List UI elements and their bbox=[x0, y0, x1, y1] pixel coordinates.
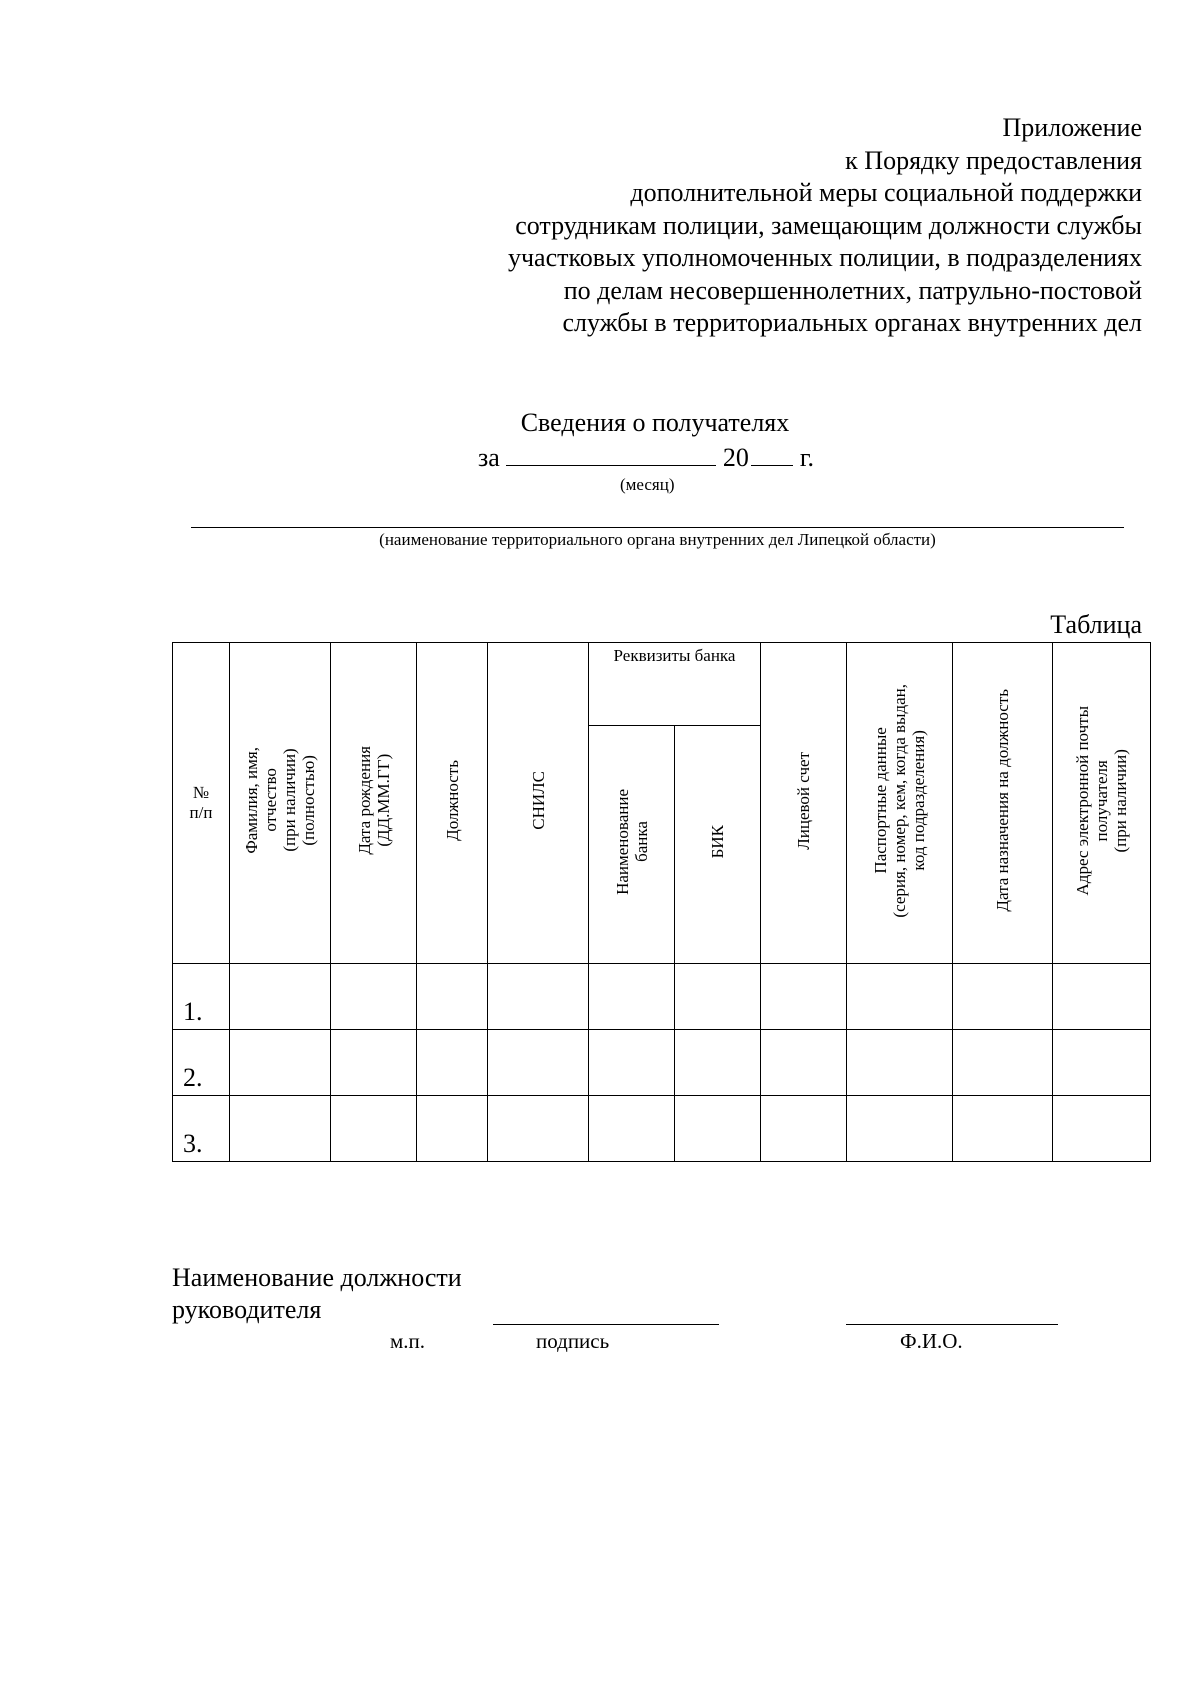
table-cell[interactable] bbox=[1053, 1096, 1151, 1162]
table-cell[interactable] bbox=[953, 1096, 1053, 1162]
table-cell[interactable] bbox=[761, 964, 847, 1030]
year-blank[interactable] bbox=[751, 443, 793, 466]
table-cell[interactable] bbox=[331, 964, 417, 1030]
table-cell[interactable] bbox=[761, 1096, 847, 1162]
org-name-line[interactable] bbox=[191, 527, 1124, 528]
table-cell[interactable] bbox=[953, 1030, 1053, 1096]
fio-line[interactable] bbox=[846, 1324, 1058, 1325]
table-cell[interactable] bbox=[331, 1030, 417, 1096]
appendix-header bbox=[382, 112, 1142, 340]
table-cell[interactable] bbox=[230, 964, 331, 1030]
table-cell[interactable] bbox=[230, 1096, 331, 1162]
signature-line[interactable] bbox=[493, 1324, 719, 1325]
header-account: Лицевой счет bbox=[761, 643, 847, 964]
signature-caption: подпись bbox=[536, 1329, 610, 1353]
month-blank[interactable] bbox=[506, 443, 716, 466]
appendix-line: по делам несовершеннолетних, патрульно-постовой bbox=[563, 275, 1142, 305]
period-prefix: за bbox=[478, 443, 500, 472]
org-caption: (наименование территориального органа внутренних дел Липецкой области) bbox=[379, 530, 936, 549]
period-suffix: г. bbox=[799, 443, 815, 472]
table-cell[interactable] bbox=[675, 964, 761, 1030]
signatory-position bbox=[172, 1262, 462, 1326]
header-email: Адрес электронной почты получателя (при наличии) bbox=[1053, 643, 1151, 964]
table-row bbox=[173, 964, 1151, 1030]
recipients-table bbox=[172, 642, 1151, 1162]
table-cell[interactable] bbox=[589, 964, 675, 1030]
row-number: 3. bbox=[173, 1096, 230, 1162]
table-cell[interactable] bbox=[230, 1030, 331, 1096]
table-cell[interactable] bbox=[488, 964, 589, 1030]
header-passport: Паспортные данные (серия, номер, кем, когда выдан, код подразделения) bbox=[847, 643, 953, 964]
appendix-line: участковых уполномоченных полиции, в подразделениях bbox=[507, 243, 1142, 272]
table-cell[interactable] bbox=[1053, 964, 1151, 1030]
appendix-line: сотрудникам полиции, замещающим должности службы bbox=[515, 210, 1142, 240]
table-cell[interactable] bbox=[488, 1096, 589, 1162]
table-cell[interactable] bbox=[417, 1096, 488, 1162]
table-label: Таблица bbox=[1050, 610, 1142, 639]
row-number: 2. bbox=[173, 1030, 230, 1096]
header-bik: БИК bbox=[675, 726, 761, 964]
header-snils: СНИЛС bbox=[488, 643, 589, 964]
fio-caption: Ф.И.О. bbox=[900, 1329, 963, 1353]
appendix-line: Приложение bbox=[1002, 113, 1142, 142]
document-title: Сведения о получателях bbox=[520, 408, 790, 437]
table-cell[interactable] bbox=[417, 1030, 488, 1096]
stamp-label: м.п. bbox=[390, 1329, 426, 1353]
header-position: Должность bbox=[417, 643, 488, 964]
table-cell[interactable] bbox=[847, 964, 953, 1030]
appendix-line: дополнительной меры социальной поддержки bbox=[630, 178, 1142, 207]
table-row bbox=[173, 1030, 1151, 1096]
table-row bbox=[173, 1096, 1151, 1162]
appendix-line: к Порядку предоставления bbox=[845, 145, 1142, 175]
header-fio: Фамилия, имя, отчество (при наличии) (полностью) bbox=[230, 643, 331, 964]
period-line bbox=[478, 443, 814, 473]
table-cell[interactable] bbox=[675, 1096, 761, 1162]
table-cell[interactable] bbox=[488, 1030, 589, 1096]
month-caption: (месяц) bbox=[620, 475, 675, 494]
row-number: 1. bbox=[173, 964, 230, 1030]
header-number: № п/п bbox=[173, 643, 230, 964]
table-cell[interactable] bbox=[953, 964, 1053, 1030]
table-cell[interactable] bbox=[847, 1030, 953, 1096]
signatory-position-line2: руководителя bbox=[172, 1295, 322, 1324]
year-prefix: 20 bbox=[722, 443, 749, 472]
header-appointment-date: Дата назначения на должность bbox=[953, 643, 1053, 964]
signatory-position-line1: Наименование должности bbox=[172, 1263, 462, 1292]
table-cell[interactable] bbox=[589, 1096, 675, 1162]
table-cell[interactable] bbox=[675, 1030, 761, 1096]
header-birth-date: Дата рождения (ДД.ММ.ГГ) bbox=[331, 643, 417, 964]
table-cell[interactable] bbox=[417, 964, 488, 1030]
appendix-line: службы в территориальных органах внутренних дел bbox=[562, 308, 1142, 337]
header-bank-name: Наименование банка bbox=[589, 726, 675, 964]
table-cell[interactable] bbox=[589, 1030, 675, 1096]
table-cell[interactable] bbox=[1053, 1030, 1151, 1096]
table-cell[interactable] bbox=[331, 1096, 417, 1162]
header-bank-details: Реквизиты банка bbox=[589, 643, 761, 726]
table-cell[interactable] bbox=[847, 1096, 953, 1162]
table-cell[interactable] bbox=[761, 1030, 847, 1096]
